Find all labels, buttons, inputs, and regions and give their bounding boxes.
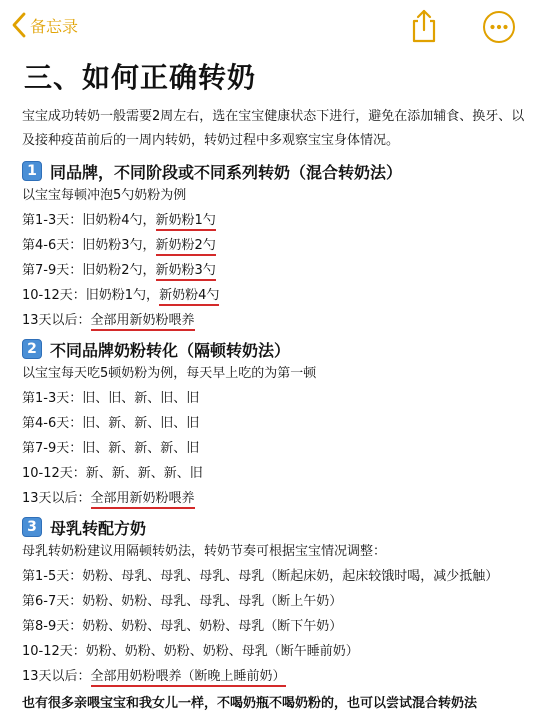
section-heading	[22, 515, 527, 539]
row-label: 13天以后：	[22, 491, 91, 506]
row-label: 第1-5天：	[22, 569, 83, 584]
row-feeds: 全部用新奶粉喂养	[91, 491, 195, 509]
schedule-row	[22, 210, 527, 235]
row-feeds: 旧、新、新、旧、旧	[82, 416, 200, 431]
chevron-left-icon	[12, 12, 26, 38]
more-options-button[interactable]	[482, 10, 516, 48]
back-label: 备忘录	[30, 16, 79, 36]
number-badge-icon: 1	[22, 161, 42, 181]
row-label: 13天以后：	[22, 669, 91, 684]
row-label: 第1-3天：	[22, 213, 83, 228]
section-title: 同品牌，不同阶段或不同系列转奶（混合转奶法）	[50, 162, 403, 182]
schedule-row	[22, 641, 527, 666]
section-description: 母乳转奶粉建议用隔顿转奶法，转奶节奏可根据宝宝情况调整：	[22, 544, 387, 559]
section-heading	[22, 159, 527, 183]
schedule-row	[22, 413, 527, 438]
schedule-row	[22, 463, 527, 488]
schedule-row	[22, 310, 527, 335]
row-label: 第7-9天：	[22, 263, 83, 278]
row-feeds: 奶粉、奶粉、母乳、母乳、母乳（断上午奶）	[82, 594, 343, 609]
schedule-row	[22, 260, 527, 285]
row-feeds: 旧、新、新、新、旧	[82, 441, 200, 456]
section-title: 母乳转配方奶	[50, 518, 147, 538]
row-new: 新奶粉2勺	[156, 238, 216, 256]
section-heading	[22, 337, 527, 361]
intro-paragraph: 宝宝成功转奶一般需要2周左右，选在宝宝健康状态下进行，避免在添加辅食、换牙、以及接种疫苗前后的一周内转奶，转奶过程中多观察宝宝身体情况。	[22, 109, 525, 148]
schedule-row	[22, 666, 527, 691]
share-icon	[409, 8, 439, 44]
schedule-row	[22, 438, 527, 463]
row-label: 第4-6天：	[22, 238, 83, 253]
row-label: 第6-7天：	[22, 594, 83, 609]
more-icon	[482, 10, 516, 44]
row-new: 新奶粉3勺	[156, 263, 216, 281]
number-badge-icon: 3	[22, 517, 42, 537]
row-label: 第1-3天：	[22, 391, 83, 406]
row-feeds: 奶粉、奶粉、母乳、奶粉、母乳（断下午奶）	[82, 619, 343, 634]
row-new: 新奶粉1勺	[156, 213, 216, 231]
schedule-row	[22, 235, 527, 260]
note-title: 三、如何正确转奶	[24, 61, 257, 94]
row-label: 10-12天：	[22, 288, 86, 303]
row-feeds: 奶粉、母乳、母乳、母乳、母乳（断起床奶，起床较饿时喝，减少抵触）	[82, 569, 499, 584]
footer-note: 也有很多亲喂宝宝和我女儿一样，不喝奶瓶不喝奶粉的，也可以尝试混合转奶法	[22, 696, 478, 711]
row-label: 第8-9天：	[22, 619, 83, 634]
row-old: 旧奶粉2勺，	[82, 263, 156, 278]
row-label: 13天以后：	[22, 313, 91, 328]
schedule-row	[22, 591, 527, 616]
schedule-row	[22, 488, 527, 513]
schedule-row	[22, 566, 527, 591]
row-old: 旧奶粉1勺，	[85, 288, 160, 303]
row-new: 新奶粉4勺	[159, 288, 219, 306]
top-bar	[0, 0, 540, 52]
section-title: 不同品牌奶粉转化（隔顿转奶法）	[50, 340, 291, 360]
row-old: 旧奶粉3勺，	[82, 238, 156, 253]
section-description: 以宝宝每天吃5顿奶粉为例，每天早上吃的为第一顿	[22, 366, 317, 381]
row-label: 第7-9天：	[22, 441, 83, 456]
row-label: 10-12天：	[22, 466, 86, 481]
row-feeds: 全部用奶粉喂养（断晚上睡前奶）	[91, 669, 286, 687]
note-body[interactable]	[22, 105, 527, 717]
schedule-row	[22, 388, 527, 413]
schedule-row	[22, 285, 527, 310]
row-old: 旧奶粉4勺，	[82, 213, 156, 228]
schedule-row	[22, 616, 527, 641]
row-feeds: 旧、旧、新、旧、旧	[82, 391, 200, 406]
back-button[interactable]	[12, 12, 78, 38]
row-label: 10-12天：	[22, 644, 86, 659]
number-badge-icon: 2	[22, 339, 42, 359]
row-feeds: 奶粉、奶粉、奶粉、奶粉、母乳（断午睡前奶）	[85, 644, 359, 659]
row-new: 全部用新奶粉喂养	[91, 313, 195, 331]
section-description: 以宝宝每顿冲泡5勺奶粉为例	[22, 188, 187, 203]
row-label: 第4-6天：	[22, 416, 83, 431]
share-button[interactable]	[409, 8, 439, 48]
row-feeds: 新、新、新、新、旧	[85, 466, 203, 481]
